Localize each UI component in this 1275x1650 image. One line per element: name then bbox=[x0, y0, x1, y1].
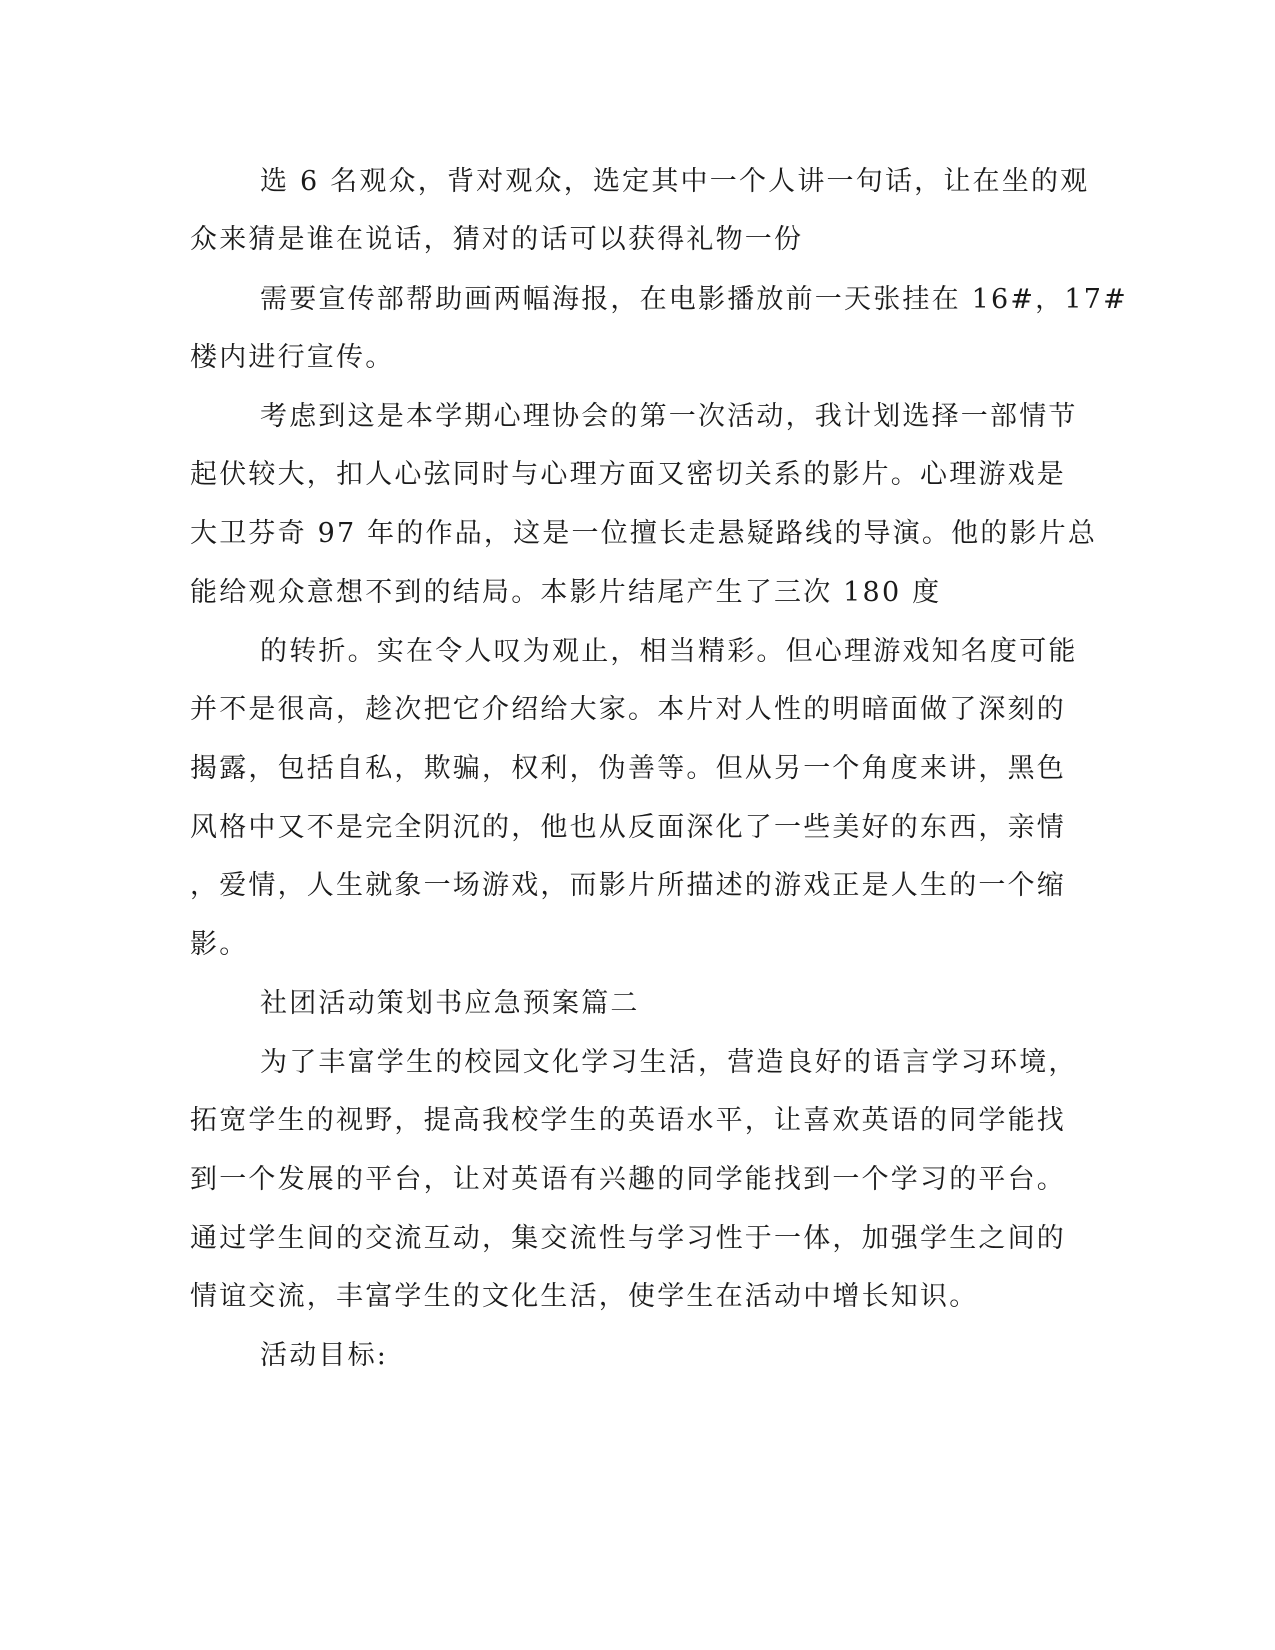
text-line: 的转折。实在令人叹为观止，相当精彩。但心理游戏知名度可能 bbox=[260, 636, 1078, 667]
text-line: 考虑到这是本学期心理协会的第一次活动，我计划选择一部情节 bbox=[260, 401, 1078, 432]
text-line: 并不是很高，趁次把它介绍给大家。本片对人性的明暗面做了深刻的 bbox=[190, 694, 1066, 725]
text-line: 为了丰富学生的校园文化学习生活，营造良好的语言学习环境， bbox=[260, 1047, 1078, 1078]
text-line: 楼内进行宣传。 bbox=[190, 342, 395, 373]
text-line: 起伏较大，扣人心弦同时与心理方面又密切关系的影片。心理游戏是 bbox=[190, 459, 1066, 490]
text-line: 需要宣传部帮助画两幅海报，在电影播放前一天张挂在 16#，17# bbox=[260, 284, 1128, 315]
text-line: 到一个发展的平台，让对英语有兴趣的同学能找到一个学习的平台。 bbox=[190, 1164, 1066, 1195]
text-line: 能给观众意想不到的结局。本影片结尾产生了三次 180 度 bbox=[190, 577, 942, 608]
text-line: 风格中又不是完全阴沉的，他也从反面深化了一些美好的东西，亲情 bbox=[190, 812, 1066, 843]
section-heading: 社团活动策划书应急预案篇二 bbox=[260, 988, 640, 1019]
text-line: 众来猜是谁在说话，猜对的话可以获得礼物一份 bbox=[190, 224, 804, 255]
text-line: 选 6 名观众，背对观众，选定其中一个人讲一句话，让在坐的观 bbox=[260, 166, 1090, 197]
text-line: 通过学生间的交流互动，集交流性与学习性于一体，加强学生之间的 bbox=[190, 1223, 1066, 1254]
text-line: 揭露，包括自私，欺骗，权利，伪善等。但从另一个角度来讲，黑色 bbox=[190, 753, 1066, 784]
text-line: 拓宽学生的视野，提高我校学生的英语水平，让喜欢英语的同学能找 bbox=[190, 1105, 1066, 1136]
text-line: 大卫芬奇 97 年的作品，这是一位擅长走悬疑路线的导演。他的影片总 bbox=[190, 518, 1098, 549]
text-line: 活动目标: bbox=[260, 1340, 389, 1371]
text-line: 影。 bbox=[190, 929, 249, 960]
text-line: 情谊交流，丰富学生的文化生活，使学生在活动中增长知识。 bbox=[190, 1281, 979, 1312]
text-line: ，爱情，人生就象一场游戏，而影片所描述的游戏正是人生的一个缩 bbox=[190, 870, 1066, 901]
